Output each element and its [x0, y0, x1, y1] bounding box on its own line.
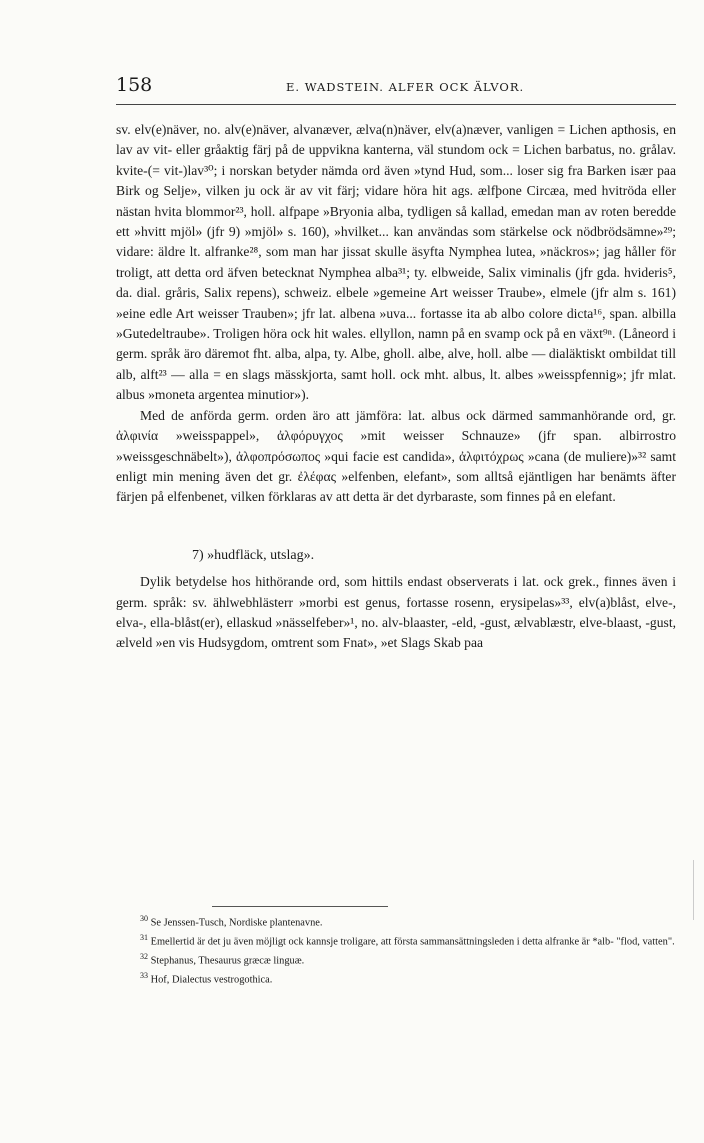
running-title: E. WADSTEIN. ALFER OCK ÄLVOR. [286, 80, 525, 94]
body-text [116, 120, 676, 654]
footnote-rule [212, 906, 388, 907]
footnote: $^{31}$ Emellertid är det ju även möjligt ock kannsje troligare, att första sammansättningsleden i detta alfranke är *alb- "flod, vatten". [140, 932, 675, 948]
paragraph-3: Dylik betydelse hos hithörande ord, som hittils endast observerats i lat. ock grek., finnes även i germ. språk: sv. ählwebhlästerr »morbi est genus, fortasse rosenn, erysipelas»³³, elv(a)blåst, elve-, elva-, ella-blåst(er), ellaskud »nässelfeber»¹, no. alv-blaaster, -eld, -gust, ælvablæstr, elve-blaast, -gust, ælveld »en vis Hudsygdom, omtrent som Fnat», »et Slags Skab paa [116, 574, 676, 651]
footnotes [116, 912, 676, 988]
footnote: $^{33}$ Hof, Dialectus vestrogothica. [140, 970, 273, 986]
margin-mark [693, 860, 694, 920]
page-header [116, 74, 676, 104]
section-heading: 7) »hudfläck, utslag». [192, 547, 315, 563]
page-number: 158 [116, 74, 153, 96]
paragraph-2: Med de anförda germ. orden äro att jämföra: lat. albus ock därmed sammanhörande ord, gr. ἀλφινία »weisspappel», ἀλφόρυγχος »mit weisser Schnauze» (jfr span. albirrostro »weissgeschnäbelt»), ἀλφοπρόσωπος »qui facie est candida», ἀλφιτόχρως »cana (de muliere)»³² samt enligt min mening även det gr. ἐλέφας »elfenben, elefant», som alltså ejäntligen har benämts äfter färjen på elfenbenet, vilken förklaras av att detta är det dyrbaraste, som finnes på en elefant. [116, 407, 676, 505]
header-rule [116, 104, 676, 105]
paragraph-1: sv. elv(e)näver, no. alv(e)näver, alvanæver, ælva(n)näver, elv(a)næver, vanligen = Lichen apthosis, en lav av vit- eller gråaktig färj på de uppvikna kanterna, väl stundom ock = Lichen barbatus, no. grålav. kvite-(= vit-)lav³⁰; i norskan betyder nämda ord även »tynd Hud, som... loser sig fra Barken især paa Birk og Selje», vilken ju ock är av vit färj; vidare höra hit ags. ælfþone Circæa, med hvitröda eller nästan hvita blommor²³, holl. alfpape »Bryonia alba, tydligen så kallad, emedan man av roten beredde ett »hvitt mjöl» (jfr 9) »mjöl» s. 160), »hvilket... kan användas som stärkelse ock nödbrödsämne»²⁹; vidare: äldre lt. alfranke²⁸, som man har jissat skulle äsyfta Nymphea lutea, »näckros»; jag håller för troligt, att detta ord äfven betecknat Nymphea alba³¹; ty. elbweide, Salix viminalis (jfr gda. hvideris⁵, da. dial. gråris, Salix repens), schweiz. elbele »gemeine Art weisser Traube», elmele (jfr alm s. 161) »eine edle Art weisser Trauben»; jfr lat. albena »uva... fortasse ita ab albo colore dicta¹⁶, span. albilla »Gutedeltraube». Troligen höra ock hit wales. ellyllon, namn på en svamp ock på en växt⁹ⁿ. (Låneord i germ. språk äro däremot fht. alba, alpa, ty. Albe, gholl. albe, alve, holl. albe — dialäktiskt ombildat till alb, alft²³ — alla = en slags mässkjorta, samt holl. ock mht. albus, lt. albes »weisspfennig»; jfr mlat. albus »moneta argentea minutior»). [116, 122, 676, 403]
footnote: $^{30}$ Se Jenssen-Tusch, Nordiske plantenavne. [140, 914, 323, 929]
footnote: $^{32}$ Stephanus, Thesaurus græcæ linguæ. [140, 951, 305, 967]
